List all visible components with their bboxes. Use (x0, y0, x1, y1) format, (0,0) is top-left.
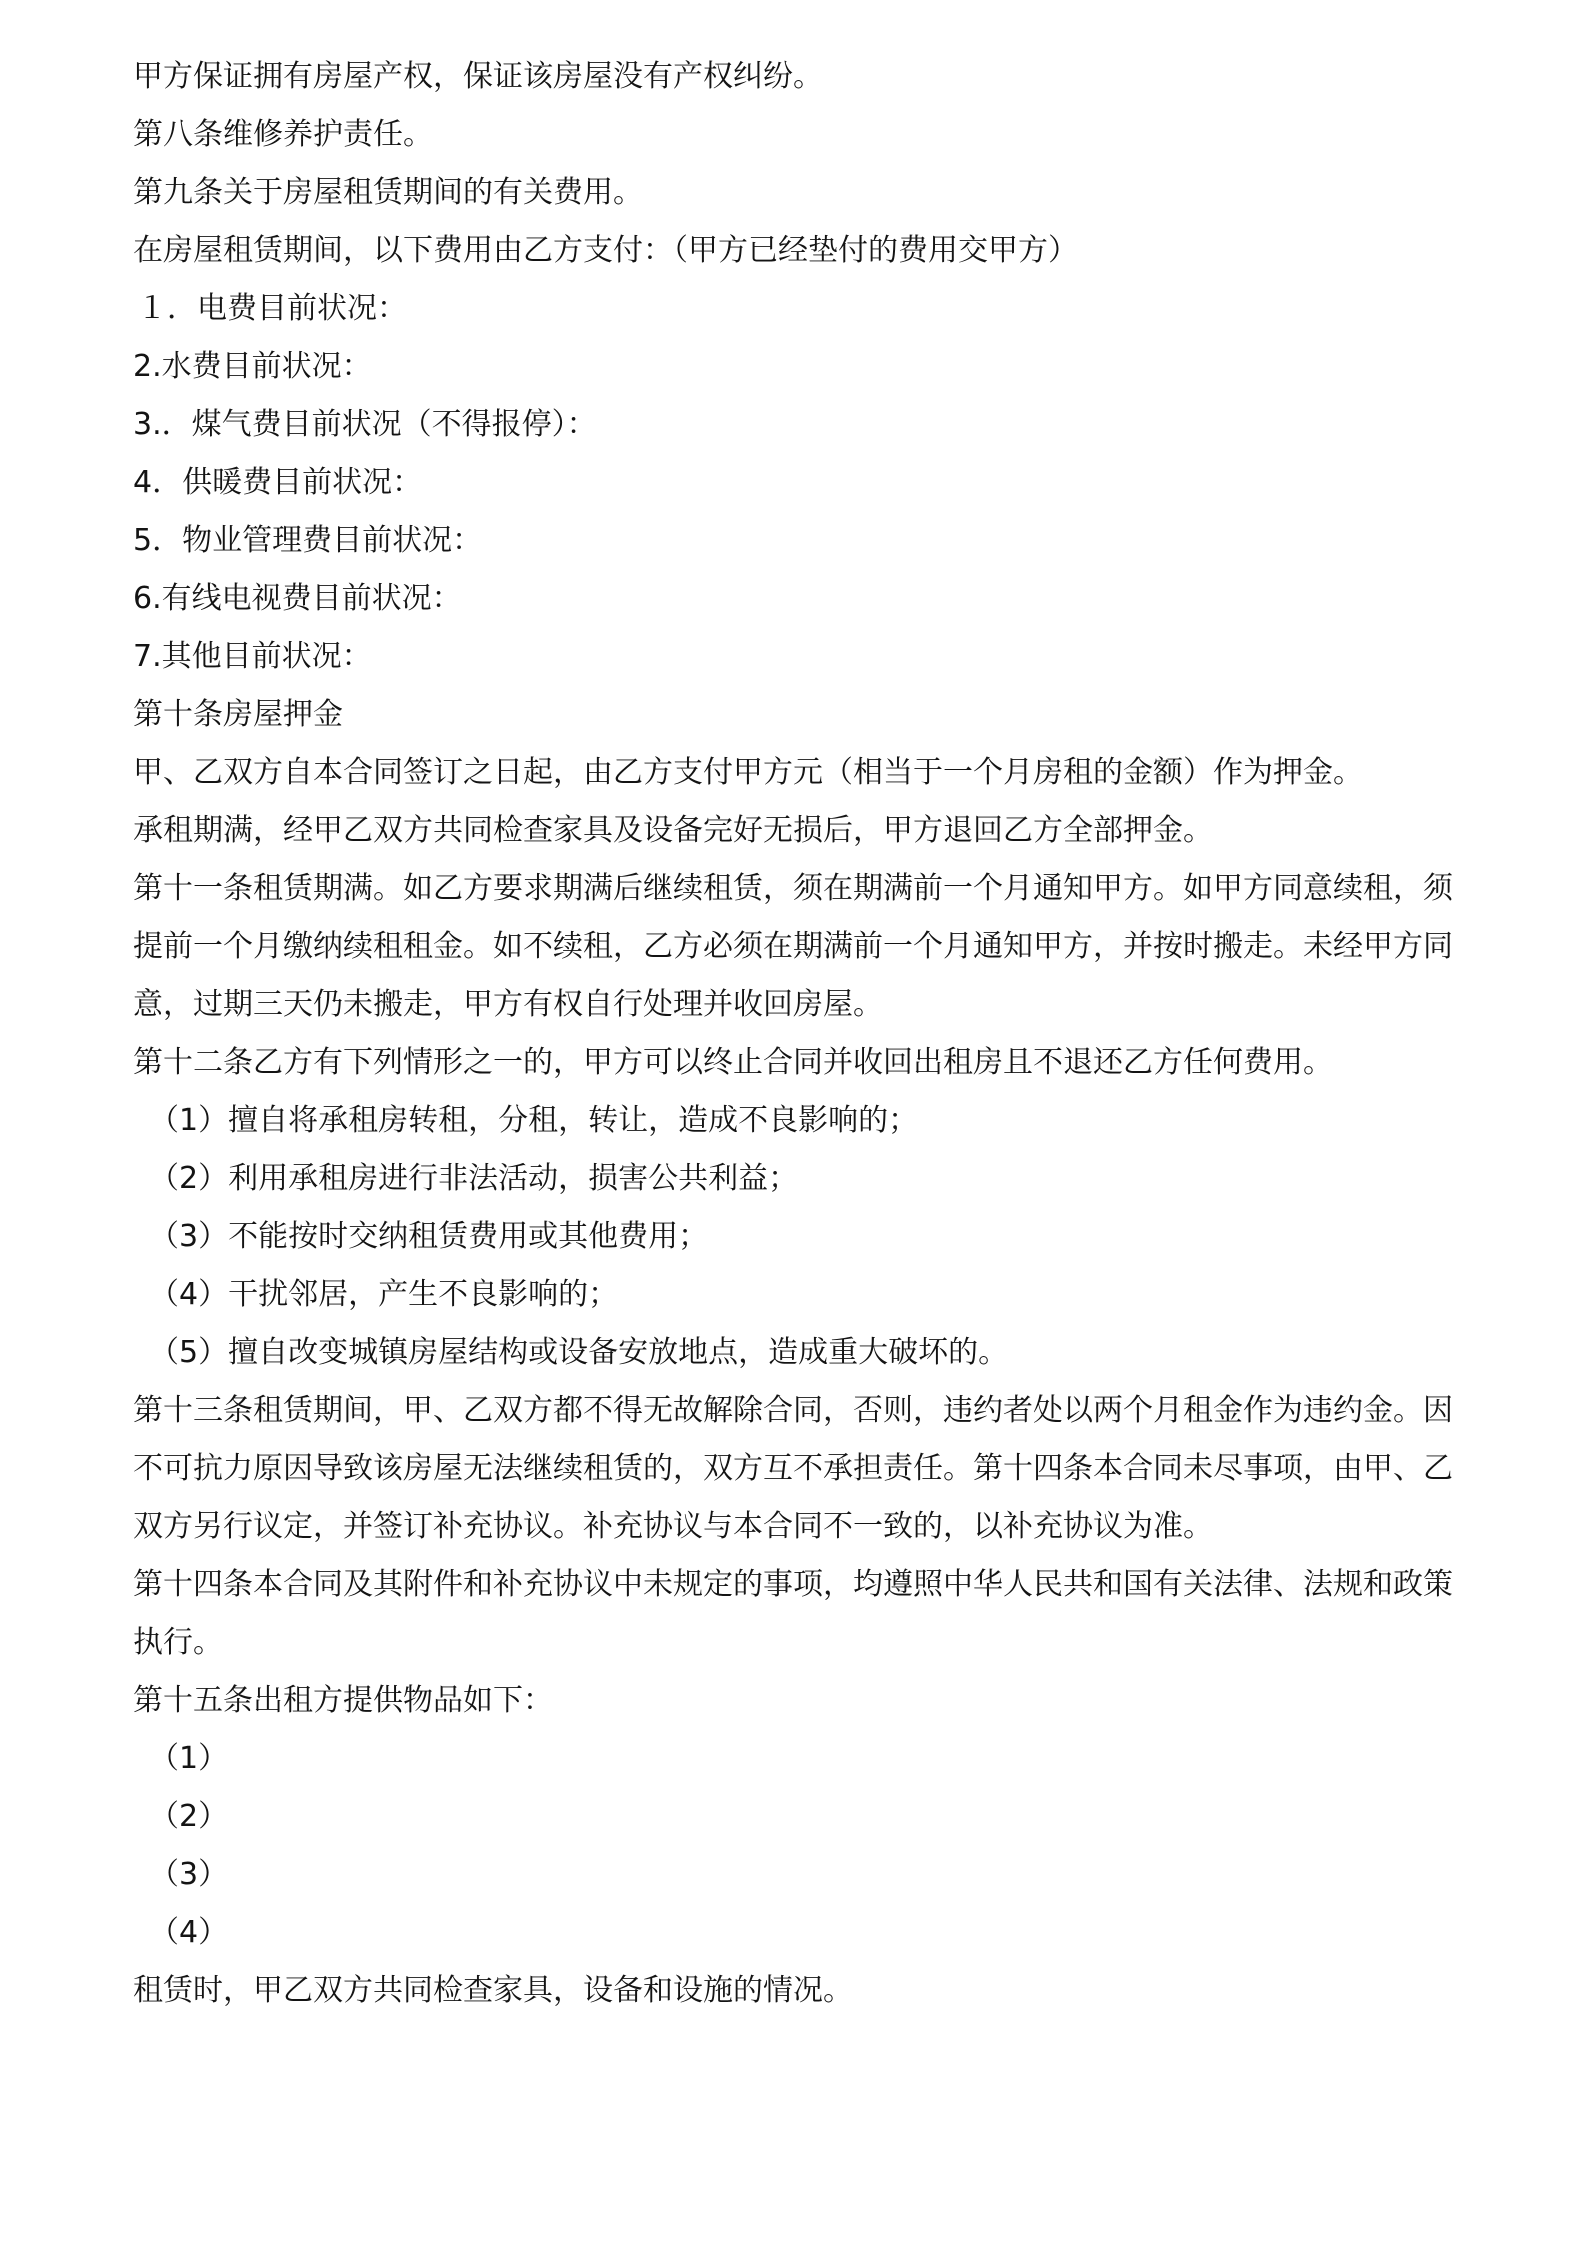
clause-12-item-5: （5）擅自改变城镇房屋结构或设备安放地点，造成重大破坏的。 (149, 1335, 1009, 1370)
fee-item-heating: 4．供暖费目前状况： (133, 465, 423, 500)
clause-10-refund: 承租期满，经甲乙双方共同检查家具及设备完好无损后，甲方退回乙方全部押金。 (133, 813, 1213, 848)
fee-item-other: 7.其他目前状况： (133, 639, 372, 674)
clause-ownership-guarantee: 甲方保证拥有房屋产权，保证该房屋没有产权纠纷。 (133, 59, 823, 94)
clause-14: 第十四条本合同及其附件和补充协议中未规定的事项，均遵照中华人民共和国有关法律、法规和政策执行。 (133, 1567, 1453, 1660)
clause-12-item-2: （2）利用承租房进行非法活动，损害公共利益； (149, 1161, 799, 1196)
fee-item-electricity: １．电费目前状况： (137, 291, 407, 326)
clause-9-heading: 第九条关于房屋租赁期间的有关费用。 (133, 175, 643, 210)
clause-15-item-1: （1） (149, 1741, 229, 1776)
fee-item-property: 5．物业管理费目前状况： (133, 523, 483, 558)
clause-15-item-4: （4） (149, 1915, 229, 1950)
clause-11: 第十一条租赁期满。如乙方要求期满后继续租赁，须在期满前一个月通知甲方。如甲方同意续租，须提前一个月缴纳续租租金。如不续租，乙方必须在期满前一个月通知甲方，并按时搬走。未经甲方同意，过期三天仍未搬走，甲方有权自行处理并收回房屋。 (133, 871, 1453, 1022)
fee-item-gas: 3.．煤气费目前状况（不得报停）： (133, 407, 597, 442)
clause-12-item-4: （4）干扰邻居，产生不良影响的； (149, 1277, 619, 1312)
clause-10-heading: 第十条房屋押金 (133, 697, 343, 732)
fee-item-cable-tv: 6.有线电视费目前状况： (133, 581, 462, 616)
clause-12-item-1: （1）擅自将承租房转租，分租，转让，造成不良影响的； (149, 1103, 919, 1138)
clause-15-heading: 第十五条出租方提供物品如下： (133, 1683, 553, 1718)
clause-10-deposit: 甲、乙双方自本合同签订之日起，由乙方支付甲方元（相当于一个月房租的金额）作为押金。 (133, 755, 1363, 790)
closing-inspection: 租赁时，甲乙双方共同检查家具，设备和设施的情况。 (133, 1973, 853, 2008)
document-page (133, 48, 1463, 2020)
clause-9-intro: 在房屋租赁期间，以下费用由乙方支付：（甲方已经垫付的费用交甲方） (133, 233, 1078, 268)
clause-12-item-3: （3）不能按时交纳租赁费用或其他费用； (149, 1219, 709, 1254)
clause-8-heading: 第八条维修养护责任。 (133, 117, 433, 152)
clause-15-item-2: （2） (149, 1799, 229, 1834)
clause-12: 第十二条乙方有下列情形之一的，甲方可以终止合同并收回出租房且不退还乙方任何费用。 (133, 1045, 1333, 1080)
fee-item-water: 2.水费目前状况： (133, 349, 372, 384)
clause-15-item-3: （3） (149, 1857, 229, 1892)
clause-13: 第十三条租赁期间，甲、乙双方都不得无故解除合同，否则，违约者处以两个月租金作为违约金。因不可抗力原因导致该房屋无法继续租赁的，双方互不承担责任。第十四条本合同未尽事项，由甲、乙双方另行议定，并签订补充协议。补充协议与本合同不一致的，以补充协议为准。 (133, 1393, 1453, 1544)
